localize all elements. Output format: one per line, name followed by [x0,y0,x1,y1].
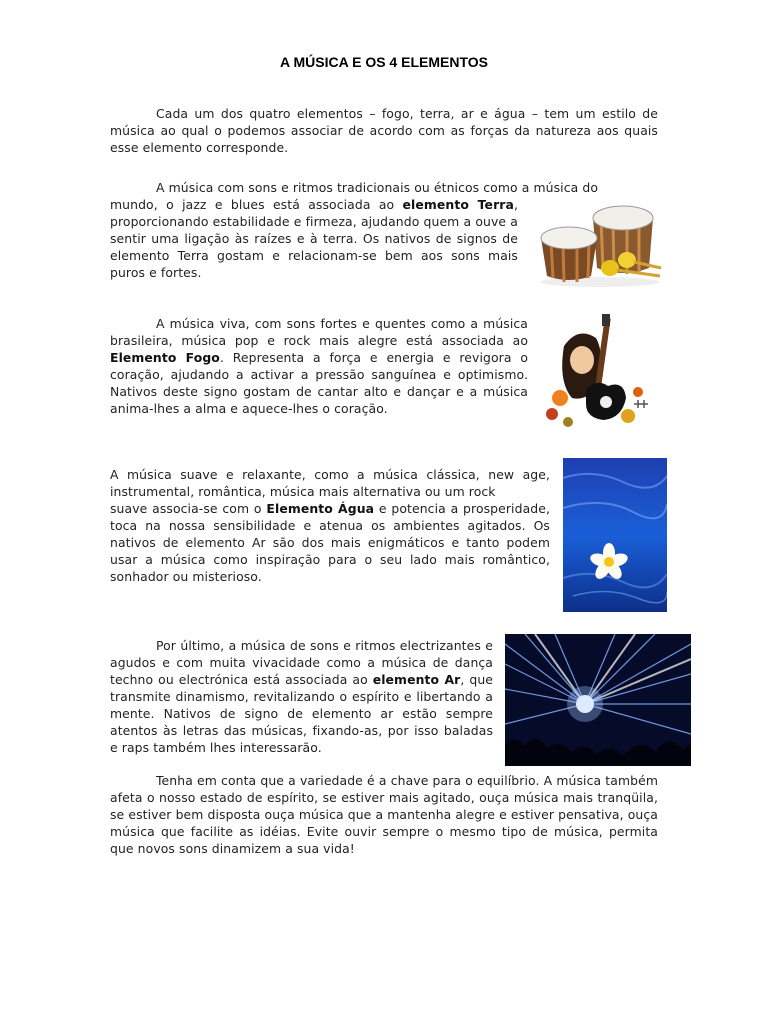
air-text-after: , que transmite dinamismo, revitalizando o espírito e libertando a mente. Nativos de signo de elemento ar estão sempre atentos às letras das músicas, fixando-as, por isso baladas e raps também lhes interessarão. [110,672,493,755]
closing-text: Tenha em conta que a variedade é a chave para o equilíbrio. A música também afeta o nosso estado de espírito, se estiver mais agitado, ouça música mais tranqüila, se estiver bem disposta ouça música que a mantenha alegre e estiver pensativa, ouça música que facilite as idéias. Evite ouvir sempre o mesmo tipo de música, permita que novos sons dinamizem a sua vida! [110,773,658,856]
water-text-after: e potencia a prosperidade, toca na nossa sensibilidade e atenua os ambientes agitados. Os nativos de elemento Ar são dos mais enigmáticos e tanto podem usar a música como inspiração para o seu lado mais romântico, sonhador ou misterioso. [110,501,550,584]
intro-paragraph [110,105,658,156]
earth-element-label: elemento Terra [402,197,514,212]
fire-element-label: Elemento Fogo [110,350,220,365]
earth-paragraph [110,196,518,281]
earth-text-line1: A música com sons e ritmos tradicionais ou étnicos como a música do [156,180,598,195]
water-text-before: suave associa-se com o [110,501,267,516]
air-element-label: elemento Ar [372,672,461,687]
bongo-drums-image [535,198,665,288]
guitar-woman-image [538,312,660,436]
earth-text-before: mundo, o jazz e blues está associada ao [110,197,403,212]
earth-text-after: , proporcionando estabilidade e firmeza, ajudando quem a ouve a sentir uma ligação às raízes e à terra. Os nativos de signos de elemento Terra gostam e relacionam-se bem aos sons mais puros e fortes. [110,197,518,280]
air-paragraph [110,637,493,756]
laser-show-image [505,634,691,766]
water-text-line1: A música suave e relaxante, como a música clássica, new age, instrumental, romântica, música mais alternativa ou um rock [110,467,550,499]
intro-text: Cada um dos quatro elementos – fogo, terra, ar e água – tem um estilo de música ao qual o podemos associar de acordo com as forças da natureza aos quais esse elemento corresponde. [110,106,658,155]
water-paragraph [110,500,550,585]
water-flower-image [563,458,667,612]
air-text-before: Por último, a música de sons e ritmos electrizantes e agudos e com muita vivacidade como a música de dança techno ou electrónica está associada ao [110,638,493,687]
water-paragraph-line1 [110,466,550,500]
fire-text-after: . Representa a força e energia e revigora o coração, ajudando a activar a pressão sanguínea e optimismo. Nativos deste signo gostam de cantar alto e dançar e a música anima-lhes a alma e aquece-lhes o coração. [110,350,529,416]
fire-text-before: A música viva, com sons fortes e quentes como a música brasileira, música pop e rock mais alegre está associada ao [110,316,528,348]
closing-paragraph [110,772,658,857]
fire-paragraph [110,315,528,417]
water-element-label: Elemento Água [266,501,375,516]
document-title: A MÚSICA E OS 4 ELEMENTOS [280,54,488,70]
earth-paragraph-line1 [110,179,658,196]
